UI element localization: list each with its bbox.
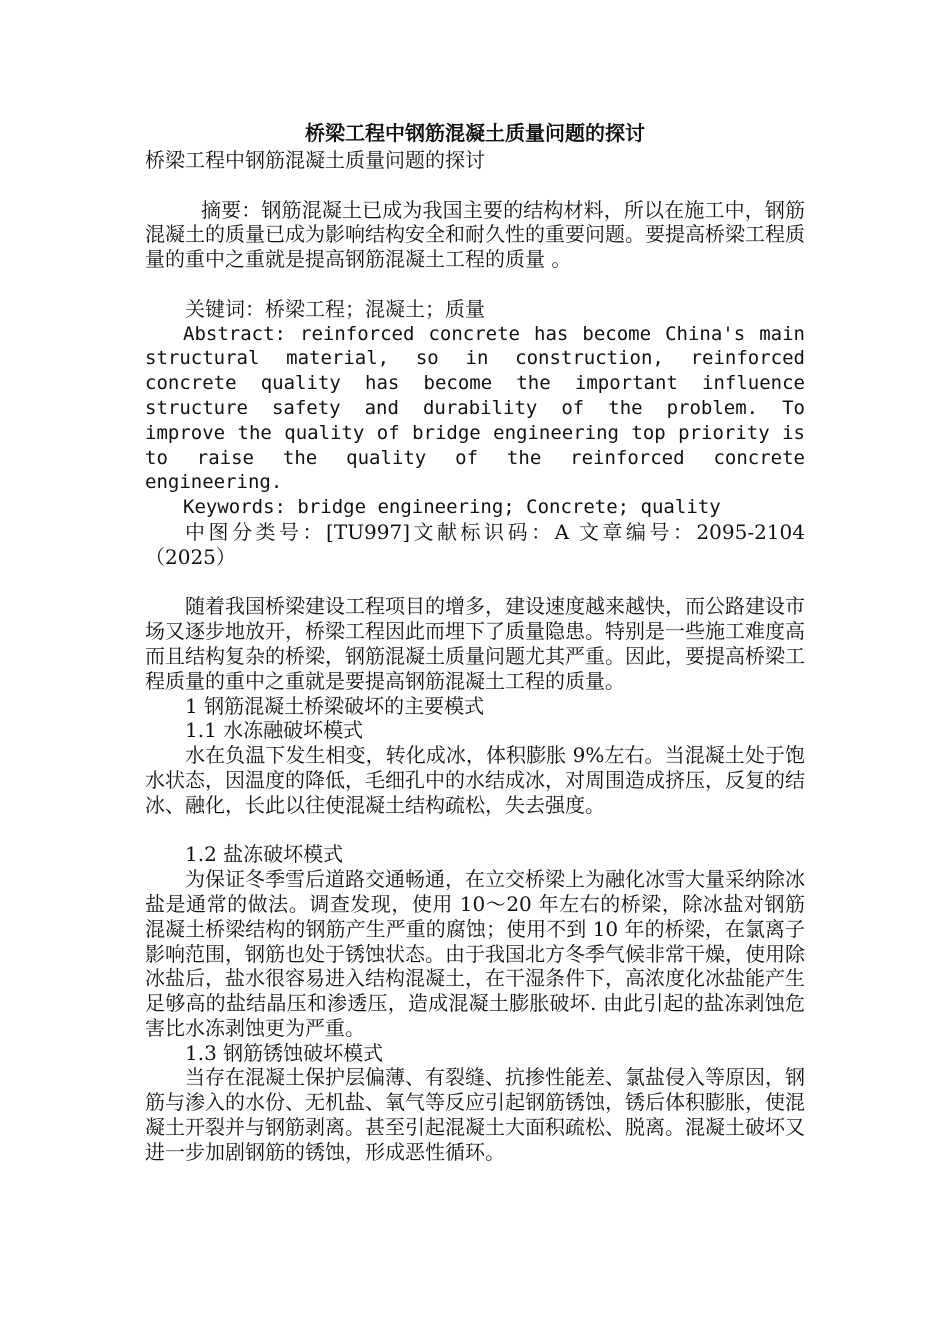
section-1-2-body: 为保证冬季雪后道路交通畅通，在立交桥梁上为融化冰雪大量采纳除冰盐是通常的做法。调查发现，使用 10～20 年左右的桥梁，除冰盐对钢筋混凝土桥梁结构的钢筋产生严重的腐蚀；使用不到 10 年的桥梁，在氯离子影响范围，钢筋也处于锈蚀状态。由于我国北方冬季气候非常干燥，使用除冰盐后，盐水很容易进入结构混凝土，在干湿条件下，高浓度化冰盐能产生足够高的盐结晶压和渗透压，造成混凝土膨胀破坏. 由此引起的盐冻剥蚀危害比水冻剥蚀更为严重。	[145, 867, 805, 1040]
section-1-3-body: 当存在混凝土保护层偏薄、有裂缝、抗掺性能差、氯盐侵入等原因，钢筋与渗入的水份、无机盐、氧气等反应引起钢筋锈蚀，锈后体积膨胀，使混凝土开裂并与钢筋剥离。甚至引起混凝土大面积疏松、脱离。混凝土破坏又进一步加剧钢筋的锈蚀，形成恶性循环。	[145, 1065, 805, 1164]
intro-paragraph: 随着我国桥梁建设工程项目的增多，建设速度越来越快，而公路建设市场又逐步地放开，桥梁工程因此而埋下了质量隐患。特别是一些施工难度高而且结构复杂的桥梁，钢筋混凝土质量问题尤其严重。因此，要提高桥梁工程质量的重中之重就是要提高钢筋混凝土工程的质量。	[145, 594, 805, 693]
section-1-1-body: 水在负温下发生相变，转化成冰，体积膨胀 9%左右。当混凝土处于饱水状态，因温度的降低，毛细孔中的水结成冰，对周围造成挤压，反复的结冰、融化，长此以往使混凝土结构疏松，失去强度。	[145, 743, 805, 817]
document-subtitle: 桥梁工程中钢筋混凝土质量问题的探讨	[145, 148, 485, 172]
document-title: 桥梁工程中钢筋混凝土质量问题的探讨	[305, 121, 645, 145]
classification-info: 中图分类号：[TU997]文献标识码：A 文章编号：2095-2104（2025）	[145, 519, 805, 569]
section-1-3-heading: 1.3 钢筋锈蚀破坏模式	[185, 1040, 384, 1065]
section-1-2-heading: 1.2 盐冻破坏模式	[185, 842, 344, 867]
spacer	[145, 570, 805, 595]
section-1-1-heading: 1.1 水冻融破坏模式	[185, 718, 364, 743]
spacer	[145, 818, 805, 843]
abstract-english: Abstract: reinforced concrete has become China's main structural material, so in construction, reinforced concrete quality has become the important influence structure safety and durability of the problem. To improve the quality of bridge engineering top priority is to raise the quality of the reinforced concrete engineering.	[145, 322, 805, 494]
document-page	[145, 118, 805, 1165]
keywords-chinese: 关键词：桥梁工程；混凝土；质量	[185, 296, 485, 321]
abstract-chinese: 摘要：钢筋混凝土已成为我国主要的结构材料，所以在施工中，钢筋混凝土的质量已成为影响结构安全和耐久性的重要问题。要提高桥梁工程质量的重中之重就是提高钢筋混凝土工程的质量 。	[145, 197, 805, 272]
spacer	[145, 272, 805, 297]
section-1-heading: 1 钢筋混凝土桥梁破坏的主要模式	[185, 693, 485, 718]
keywords-english: Keywords: bridge engineering; Concrete; quality	[183, 496, 721, 519]
spacer	[145, 173, 805, 198]
